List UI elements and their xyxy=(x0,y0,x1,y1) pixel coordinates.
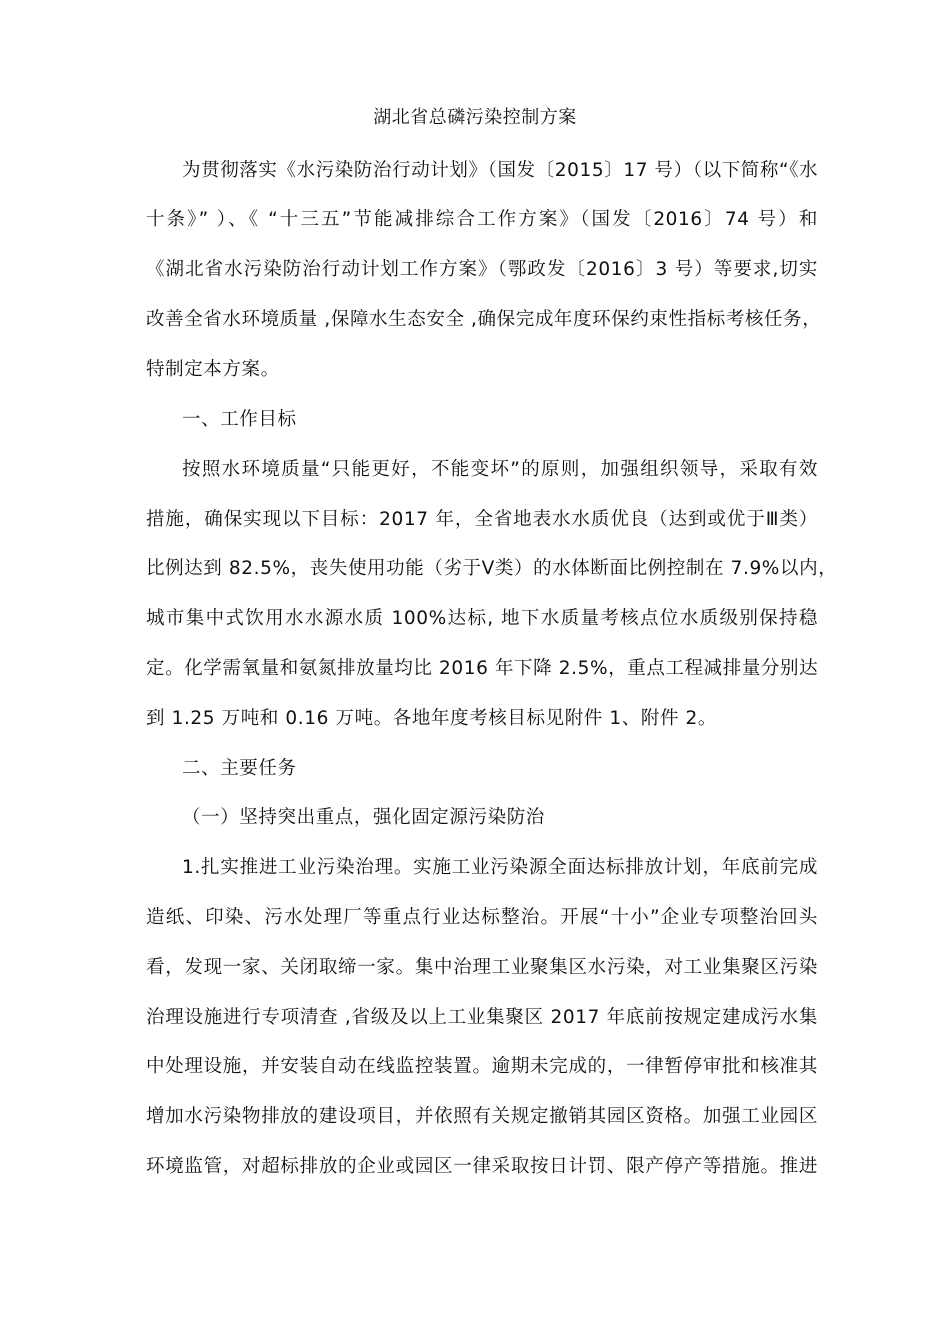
subsection-heading: （一）坚持突出重点，强化固定源污染防治 xyxy=(182,807,545,828)
paragraph-line: 到 1.25 万吨和 0.16 万吨。各地年度考核目标见附件 1、附件 2。 xyxy=(146,708,718,729)
paragraph-line: 措施，确保实现以下目标：2017 年，全省地表水水质优良（达到或优于Ⅲ类） xyxy=(146,509,818,530)
paragraph-line: 十条》” ）、《 “十三五”节能减排综合工作方案》（国发〔2016〕74 号）和 xyxy=(146,209,818,230)
paragraph-line: 增加水污染物排放的建设项目，并依照有关规定撤销其园区资格。加强工业园区 xyxy=(146,1106,818,1127)
paragraph-line: 改善全省水环境质量 ,保障水生态安全 ,确保完成年度环保约束性指标考核任务， xyxy=(146,309,822,330)
paragraph-line: 《湖北省水污染防治行动计划工作方案》（鄂政发〔2016〕3 号）等要求,切实 xyxy=(146,259,818,280)
section-heading: 二、主要任务 xyxy=(182,758,297,779)
paragraph-line: 特制定本方案。 xyxy=(146,359,280,380)
paragraph-line: 为贯彻落实《水污染防治行动计划》（国发〔2015〕17 号）（以下简称“《水 xyxy=(182,160,819,181)
paragraph-line: 治理设施进行专项清查 ,省级及以上工业集聚区 2017 年底前按规定建成污水集 xyxy=(146,1007,818,1028)
paragraph-line: 1.扎实推进工业污染治理。实施工业污染源全面达标排放计划，年底前完成 xyxy=(182,857,818,878)
paragraph-line: 按照水环境质量“只能更好，不能变坏”的原则，加强组织领导，采取有效 xyxy=(182,459,818,480)
paragraph-line: 看，发现一家、关闭取缔一家。集中治理工业聚集区水污染，对工业集聚区污染 xyxy=(146,957,818,978)
section-heading: 一、工作目标 xyxy=(182,409,297,430)
paragraph-line: 城市集中式饮用水水源水质 100%达标, 地下水质量考核点位水质级别保持稳 xyxy=(146,608,818,629)
paragraph-line: 中处理设施，并安装自动在线监控装置。逾期未完成的，一律暂停审批和核准其 xyxy=(146,1056,818,1077)
paragraph-line: 环境监管，对超标排放的企业或园区一律采取按日计罚、限产停产等措施。推进 xyxy=(146,1156,818,1177)
paragraph-line: 比例达到 82.5%，丧失使用功能（劣于Ⅴ类）的水体断面比例控制在 7.9%以内， xyxy=(146,558,838,579)
paragraph-line: 定。化学需氧量和氨氮排放量均比 2016 年下降 2.5%，重点工程减排量分别达 xyxy=(146,658,819,679)
document-title: 湖北省总磷污染控制方案 xyxy=(373,107,577,128)
paragraph-line: 造纸、印染、污水处理厂等重点行业达标整治。开展“十小”企业专项整治回头 xyxy=(146,907,818,928)
